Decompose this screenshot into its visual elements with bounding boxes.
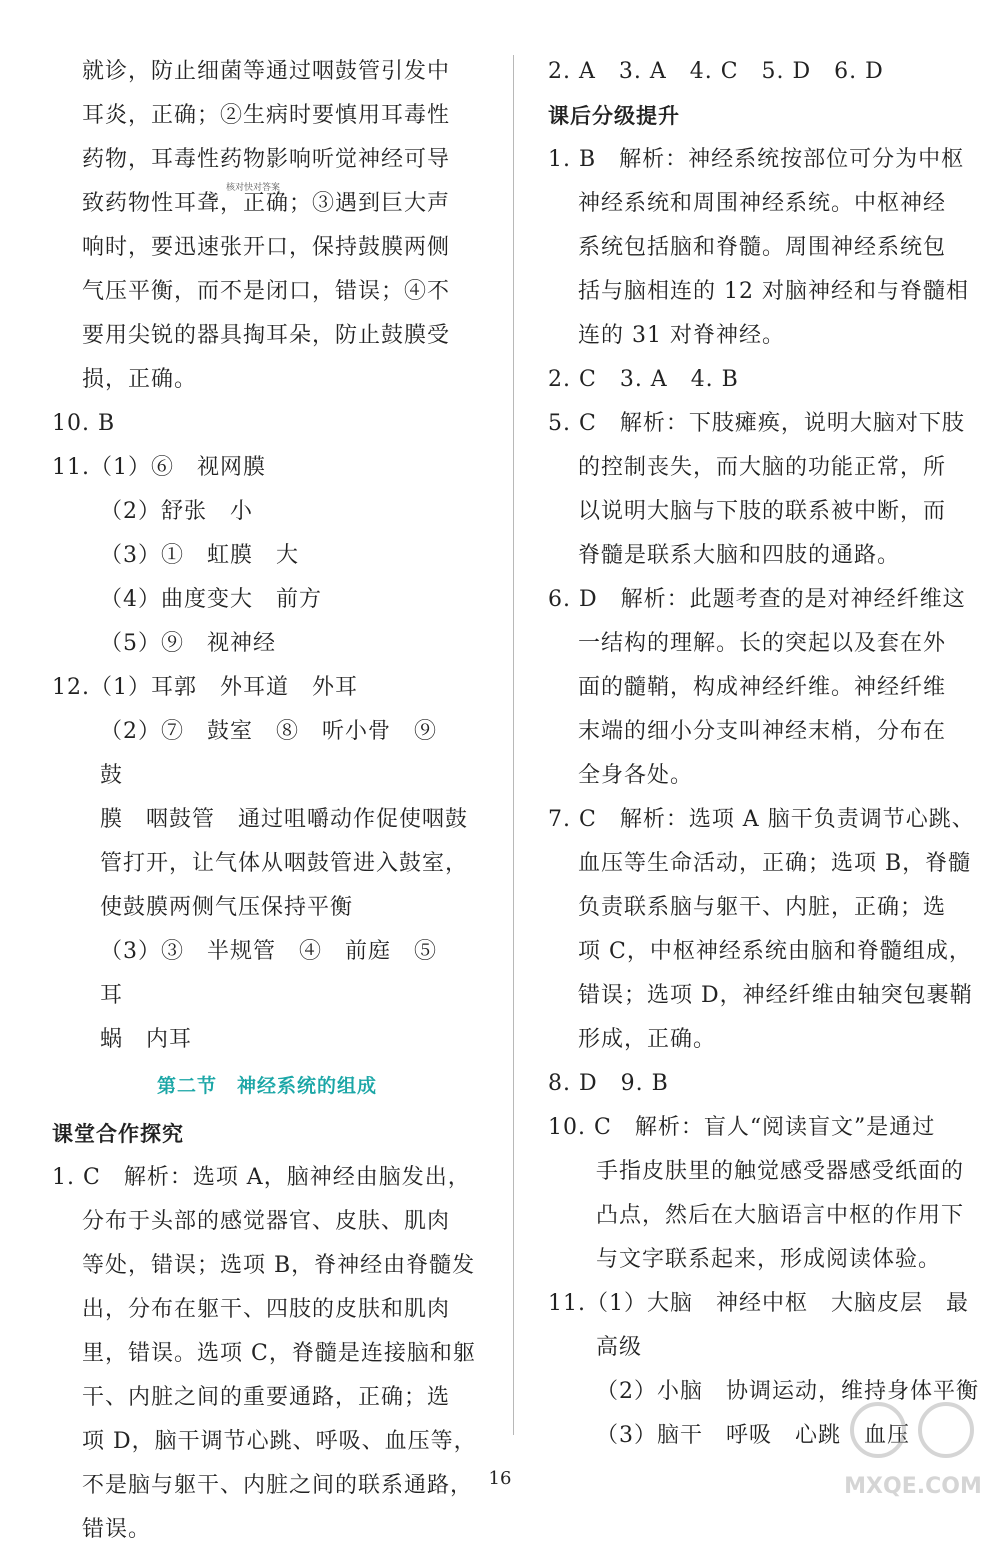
text-line: 气压平衡，而不是闭口，错误；④不 [82,279,451,304]
heading-after-class: 课后分级提升 [548,104,680,128]
text-line: 手指皮肤里的触觉感受器感受纸面的 [596,1159,965,1184]
text-line: （2）⑦ 鼓室 ⑧ 听小骨 ⑨ 鼓 [100,719,461,788]
text-line: 6. D 解析：此题考查的是对神经纤维这 [548,587,966,612]
text-line: 分布于头部的感觉器官、皮肤、肌肉 [82,1209,451,1234]
text-line: 一结构的理解。长的突起以及套在外 [578,631,947,656]
answers-2-6: 2. A 3. A 4. C 5. D 6. D [548,59,884,84]
text-line: 管打开，让气体从咽鼓管进入鼓室， [100,851,469,876]
text-line: 10. B [52,411,116,436]
text-line: 蜗 内耳 [100,1027,193,1052]
text-line: 10. C 解析：盲人“阅读盲文”是通过 [548,1115,936,1140]
text-line: 神经系统和周围神经系统。中枢神经 [578,191,947,216]
text-line: （3）脑干 呼吸 心跳 血压 [596,1423,910,1448]
text-line: 8. D 9. B [548,1071,669,1096]
text-line: 高级 [596,1335,643,1360]
page-number: 16 [488,1468,512,1489]
text-line: 11.（1）大脑 神经中枢 大脑皮层 最 [548,1291,969,1316]
text-line: （2）小脑 协调运动，维持身体平衡 [596,1379,979,1404]
text-line: 1. C 解析：选项 A，脑神经由脑发出， [52,1165,471,1190]
heading-classroom: 课堂合作探究 [52,1122,184,1146]
text-line: 连的 31 对脊神经。 [578,323,785,348]
text-line: 要用尖锐的器具掏耳朵，防止鼓膜受 [82,323,451,348]
text-line: 括与脑相连的 12 对脑神经和与脊髓相 [578,279,969,304]
text-line: 血压等生命活动，正确；选项 B，脊髓 [578,851,972,876]
text-line: 项 D，脑干调节心跳、呼吸、血压等， [82,1429,477,1454]
text-line: 全身各处。 [578,763,694,788]
text-line: 就诊，防止细菌等通过咽鼓管引发中 [82,59,451,84]
text-line: 12.（1）耳郭 外耳道 外耳 [52,675,358,700]
text-line: 11.（1）⑥ 视网膜 [52,455,266,480]
text-line: 系统包括脑和脊髓。周围神经系统包 [578,235,947,260]
text-line: 以说明大脑与下肢的联系被中断，而 [578,499,947,524]
text-line: 药物，耳毒性药物影响听觉神经可导 [82,147,451,172]
watermark-text: MXQE.COM [844,1474,982,1499]
text-line: 7. C 解析：选项 A 脑干负责调节心跳、 [548,807,975,832]
text-line: 凸点，然后在大脑语言中枢的作用下 [596,1203,965,1228]
text-line: （5）⑨ 视神经 [100,631,276,656]
text-line: 2. C 3. A 4. B [548,367,739,392]
text-line: 的控制丧失，而大脑的功能正常，所 [578,455,947,480]
text-line: 耳炎，正确；②生病时要慎用耳毒性 [82,103,451,128]
stamp-mark: 核对快对答案 [226,183,281,193]
text-line: （4）曲度变大 前方 [100,587,322,612]
left-answers-part2 [52,1156,482,1552]
text-line: 面的髓鞘，构成神经纤维。神经纤维 [578,675,947,700]
text-line: 负责联系脑与躯干、内脏，正确；选 [578,895,947,920]
text-line: 干、内脏之间的重要通路，正确；选 [82,1385,451,1410]
text-line: 与文字联系起来，形成阅读体验。 [596,1247,942,1272]
right-answers [548,138,980,1458]
text-line: 不是脑与躯干、内脏之间的联系通路， [82,1473,474,1498]
text-line: 形成，正确。 [578,1027,717,1052]
text-line: 项 C，中枢神经系统由脑和脊髓组成， [578,939,972,964]
text-line: 5. C 解析：下肢瘫痪，说明大脑对下肢 [548,411,965,436]
text-line: 错误；选项 D，神经纤维由轴突包裹鞘 [578,983,973,1008]
text-line: 脊髓是联系大脑和四肢的通路。 [578,543,901,568]
text-line: 末端的细小分支叫神经末梢，分布在 [578,719,947,744]
text-line: 使鼓膜两侧气压保持平衡 [100,895,354,920]
text-line: 错误。 [82,1517,152,1542]
section-title: 第二节 神经系统的组成 [156,1075,377,1097]
column-divider [513,55,514,1435]
text-line: （3）① 虹膜 大 [100,543,299,568]
text-line: 1. B 解析：神经系统按部位可分为中枢 [548,147,965,172]
text-line: 出，分布在躯干、四肢的皮肤和肌肉 [82,1297,451,1322]
text-line: （3）③ 半规管 ④ 前庭 ⑤ 耳 [100,939,461,1008]
text-line: 响时，要迅速张开口，保持鼓膜两侧 [82,235,451,260]
right-column [548,50,980,1458]
text-line: 致药物性耳聋，正确；③遇到巨大声 [82,191,451,216]
left-answers-part1 [52,50,482,1062]
text-line: 等处，错误；选项 B，脊神经由脊髓发 [82,1253,476,1278]
left-column [52,50,482,1552]
text-line: 里，错误。选项 C，脊髓是连接脑和躯 [82,1341,476,1366]
watermark-logo [838,1385,988,1505]
text-line: 损，正确。 [82,367,198,392]
text-line: 膜 咽鼓管 通过咀嚼动作促使咽鼓 [100,807,469,832]
text-line: （2）舒张 小 [100,499,253,524]
